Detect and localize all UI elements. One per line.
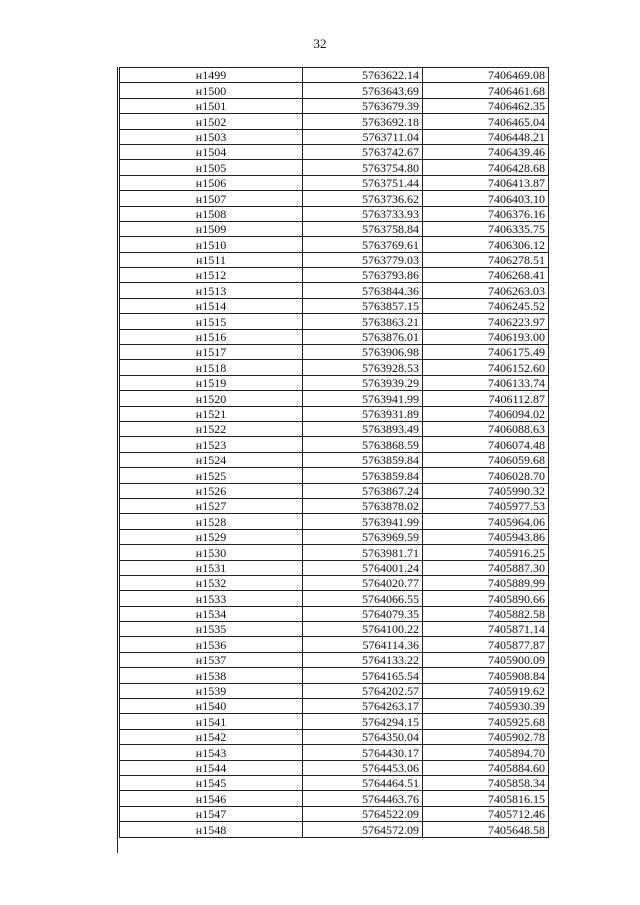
y-coordinate-cell: 7405902.78 [423, 729, 549, 744]
x-coordinate-cell: 5763931.89 [303, 406, 423, 421]
table-row [120, 760, 549, 775]
table-row [120, 175, 549, 190]
y-coordinate-cell: 7406268.41 [423, 268, 549, 283]
y-coordinate-cell: 7405889.99 [423, 575, 549, 590]
table-row [120, 329, 549, 344]
y-coordinate-cell: 7406465.04 [423, 114, 549, 129]
table-row [120, 668, 549, 683]
y-coordinate-cell: 7406439.46 [423, 144, 549, 159]
y-coordinate-cell: 7406306.12 [423, 237, 549, 252]
y-coordinate-cell: 7406469.08 [423, 68, 549, 83]
y-coordinate-cell: 7406376.16 [423, 206, 549, 221]
table-row [120, 437, 549, 452]
x-coordinate-cell: 5763736.62 [303, 191, 423, 206]
x-coordinate-cell: 5763622.14 [303, 68, 423, 83]
page-number: 32 [313, 36, 327, 51]
table-row [120, 545, 549, 560]
table-row [120, 129, 549, 144]
point-name-cell: н1532 [120, 575, 303, 590]
y-coordinate-cell: 7405894.70 [423, 745, 549, 760]
point-name-cell: н1539 [120, 683, 303, 698]
x-coordinate-cell: 5764020.77 [303, 575, 423, 590]
point-name-cell: н1534 [120, 606, 303, 621]
point-name-cell: н1526 [120, 483, 303, 498]
table-row [120, 806, 549, 821]
y-coordinate-cell: 7406448.21 [423, 129, 549, 144]
y-coordinate-cell: 7406074.48 [423, 437, 549, 452]
point-name-cell: н1512 [120, 268, 303, 283]
table-row [120, 268, 549, 283]
x-coordinate-cell: 5763868.59 [303, 437, 423, 452]
x-coordinate-cell: 5763981.71 [303, 545, 423, 560]
point-name-cell: н1499 [120, 68, 303, 83]
table-left-border [117, 67, 118, 853]
point-name-cell: н1501 [120, 98, 303, 113]
point-name-cell: н1518 [120, 360, 303, 375]
point-name-cell: н1548 [120, 822, 303, 837]
point-name-cell: н1510 [120, 237, 303, 252]
point-name-cell: н1523 [120, 437, 303, 452]
y-coordinate-cell: 7406175.49 [423, 345, 549, 360]
x-coordinate-cell: 5764001.24 [303, 560, 423, 575]
y-coordinate-cell: 7406112.87 [423, 391, 549, 406]
table-row [120, 683, 549, 698]
y-coordinate-cell: 7406335.75 [423, 221, 549, 236]
table-row [120, 83, 549, 98]
y-coordinate-cell: 7405712.46 [423, 806, 549, 821]
y-coordinate-cell: 7406088.63 [423, 421, 549, 436]
y-coordinate-cell: 7406133.74 [423, 375, 549, 390]
x-coordinate-cell: 5763711.04 [303, 129, 423, 144]
x-coordinate-cell: 5763939.29 [303, 375, 423, 390]
table-row [120, 514, 549, 529]
y-coordinate-cell: 7406094.02 [423, 406, 549, 421]
y-coordinate-cell: 7406059.68 [423, 452, 549, 467]
point-name-cell: н1545 [120, 775, 303, 790]
point-name-cell: н1535 [120, 622, 303, 637]
x-coordinate-cell: 5764202.57 [303, 683, 423, 698]
table-row [120, 375, 549, 390]
y-coordinate-cell: 7406462.35 [423, 98, 549, 113]
x-coordinate-cell: 5764100.22 [303, 622, 423, 637]
x-coordinate-cell: 5764114.36 [303, 637, 423, 652]
point-name-cell: н1542 [120, 729, 303, 744]
table-row [120, 391, 549, 406]
x-coordinate-cell: 5763643.69 [303, 83, 423, 98]
point-name-cell: н1508 [120, 206, 303, 221]
x-coordinate-cell: 5763928.53 [303, 360, 423, 375]
point-name-cell: н1524 [120, 452, 303, 467]
y-coordinate-cell: 7405919.62 [423, 683, 549, 698]
table-row [120, 468, 549, 483]
x-coordinate-cell: 5764066.55 [303, 591, 423, 606]
x-coordinate-cell: 5763876.01 [303, 329, 423, 344]
y-coordinate-cell: 7405871.14 [423, 622, 549, 637]
x-coordinate-cell: 5764463.76 [303, 791, 423, 806]
y-coordinate-cell: 7406461.68 [423, 83, 549, 98]
table-row [120, 652, 549, 667]
table-row [120, 745, 549, 760]
x-coordinate-cell: 5763679.39 [303, 98, 423, 113]
y-coordinate-cell: 7405816.15 [423, 791, 549, 806]
table-row [120, 714, 549, 729]
point-name-cell: н1502 [120, 114, 303, 129]
table-row [120, 699, 549, 714]
x-coordinate-cell: 5764079.35 [303, 606, 423, 621]
y-coordinate-cell: 7406428.68 [423, 160, 549, 175]
point-name-cell: н1515 [120, 314, 303, 329]
point-name-cell: н1543 [120, 745, 303, 760]
y-coordinate-cell: 7405884.60 [423, 760, 549, 775]
y-coordinate-cell: 7406403.10 [423, 191, 549, 206]
point-name-cell: н1520 [120, 391, 303, 406]
table-row [120, 560, 549, 575]
x-coordinate-cell: 5764464.51 [303, 775, 423, 790]
x-coordinate-cell: 5763859.84 [303, 452, 423, 467]
y-coordinate-cell: 7405900.09 [423, 652, 549, 667]
point-name-cell: н1546 [120, 791, 303, 806]
point-name-cell: н1529 [120, 529, 303, 544]
point-name-cell: н1507 [120, 191, 303, 206]
point-name-cell: н1521 [120, 406, 303, 421]
x-coordinate-cell: 5764263.17 [303, 699, 423, 714]
y-coordinate-cell: 7406278.51 [423, 252, 549, 267]
point-name-cell: н1536 [120, 637, 303, 652]
point-name-cell: н1531 [120, 560, 303, 575]
coordinates-table [119, 67, 549, 838]
y-coordinate-cell: 7406223.97 [423, 314, 549, 329]
y-coordinate-cell: 7406245.52 [423, 298, 549, 313]
x-coordinate-cell: 5763857.15 [303, 298, 423, 313]
point-name-cell: н1527 [120, 498, 303, 513]
table-row [120, 606, 549, 621]
table-row [120, 283, 549, 298]
table-row [120, 791, 549, 806]
table-row [120, 221, 549, 236]
table-row [120, 345, 549, 360]
point-name-cell: н1516 [120, 329, 303, 344]
table-row [120, 160, 549, 175]
x-coordinate-cell: 5763906.98 [303, 345, 423, 360]
point-name-cell: н1517 [120, 345, 303, 360]
y-coordinate-cell: 7405990.32 [423, 483, 549, 498]
x-coordinate-cell: 5763941.99 [303, 514, 423, 529]
x-coordinate-cell: 5763878.02 [303, 498, 423, 513]
table-row [120, 206, 549, 221]
table-row [120, 421, 549, 436]
table-row [120, 252, 549, 267]
x-coordinate-cell: 5763769.61 [303, 237, 423, 252]
y-coordinate-cell: 7405908.84 [423, 668, 549, 683]
y-coordinate-cell: 7405877.87 [423, 637, 549, 652]
x-coordinate-cell: 5763751.44 [303, 175, 423, 190]
point-name-cell: н1525 [120, 468, 303, 483]
point-name-cell: н1541 [120, 714, 303, 729]
point-name-cell: н1514 [120, 298, 303, 313]
point-name-cell: н1509 [120, 221, 303, 236]
y-coordinate-cell: 7406413.87 [423, 175, 549, 190]
y-coordinate-cell: 7405930.39 [423, 699, 549, 714]
table-row [120, 822, 549, 837]
point-name-cell: н1519 [120, 375, 303, 390]
x-coordinate-cell: 5764430.17 [303, 745, 423, 760]
y-coordinate-cell: 7406152.60 [423, 360, 549, 375]
point-name-cell: н1504 [120, 144, 303, 159]
x-coordinate-cell: 5763941.99 [303, 391, 423, 406]
y-coordinate-cell: 7405882.58 [423, 606, 549, 621]
y-coordinate-cell: 7406263.03 [423, 283, 549, 298]
y-coordinate-cell: 7405858.34 [423, 775, 549, 790]
table-row [120, 144, 549, 159]
point-name-cell: н1506 [120, 175, 303, 190]
x-coordinate-cell: 5763969.59 [303, 529, 423, 544]
table-row [120, 575, 549, 590]
x-coordinate-cell: 5764133.22 [303, 652, 423, 667]
x-coordinate-cell: 5763754.80 [303, 160, 423, 175]
y-coordinate-cell: 7405648.58 [423, 822, 549, 837]
point-name-cell: н1522 [120, 421, 303, 436]
y-coordinate-cell: 7405925.68 [423, 714, 549, 729]
y-coordinate-cell: 7406193.00 [423, 329, 549, 344]
table-row [120, 637, 549, 652]
x-coordinate-cell: 5763793.86 [303, 268, 423, 283]
point-name-cell: н1533 [120, 591, 303, 606]
table-row [120, 114, 549, 129]
x-coordinate-cell: 5764572.09 [303, 822, 423, 837]
point-name-cell: н1505 [120, 160, 303, 175]
table-row [120, 775, 549, 790]
point-name-cell: н1513 [120, 283, 303, 298]
x-coordinate-cell: 5764522.09 [303, 806, 423, 821]
table-row [120, 498, 549, 513]
table-row [120, 98, 549, 113]
table-row [120, 452, 549, 467]
y-coordinate-cell: 7405977.53 [423, 498, 549, 513]
point-name-cell: н1500 [120, 83, 303, 98]
table-row [120, 314, 549, 329]
x-coordinate-cell: 5763867.24 [303, 483, 423, 498]
point-name-cell: н1503 [120, 129, 303, 144]
point-name-cell: н1547 [120, 806, 303, 821]
table-row [120, 483, 549, 498]
table-row [120, 68, 549, 83]
x-coordinate-cell: 5763742.67 [303, 144, 423, 159]
table-row [120, 237, 549, 252]
x-coordinate-cell: 5763859.84 [303, 468, 423, 483]
x-coordinate-cell: 5763893.49 [303, 421, 423, 436]
x-coordinate-cell: 5763844.36 [303, 283, 423, 298]
x-coordinate-cell: 5763758.84 [303, 221, 423, 236]
table-row [120, 406, 549, 421]
x-coordinate-cell: 5764350.04 [303, 729, 423, 744]
coordinates-table-body [120, 68, 549, 838]
y-coordinate-cell: 7406028.70 [423, 468, 549, 483]
y-coordinate-cell: 7405890.66 [423, 591, 549, 606]
y-coordinate-cell: 7405964.06 [423, 514, 549, 529]
table-row [120, 622, 549, 637]
point-name-cell: н1544 [120, 760, 303, 775]
point-name-cell: н1530 [120, 545, 303, 560]
x-coordinate-cell: 5764294.15 [303, 714, 423, 729]
point-name-cell: н1540 [120, 699, 303, 714]
x-coordinate-cell: 5763733.93 [303, 206, 423, 221]
x-coordinate-cell: 5763692.18 [303, 114, 423, 129]
x-coordinate-cell: 5763863.21 [303, 314, 423, 329]
point-name-cell: н1528 [120, 514, 303, 529]
table-row [120, 729, 549, 744]
x-coordinate-cell: 5763779.03 [303, 252, 423, 267]
point-name-cell: н1511 [120, 252, 303, 267]
y-coordinate-cell: 7405887.30 [423, 560, 549, 575]
x-coordinate-cell: 5764453.06 [303, 760, 423, 775]
y-coordinate-cell: 7405916.25 [423, 545, 549, 560]
x-coordinate-cell: 5764165.54 [303, 668, 423, 683]
table-row [120, 360, 549, 375]
point-name-cell: н1538 [120, 668, 303, 683]
table-row [120, 591, 549, 606]
table-row [120, 298, 549, 313]
table-row [120, 191, 549, 206]
point-name-cell: н1537 [120, 652, 303, 667]
table-row [120, 529, 549, 544]
y-coordinate-cell: 7405943.86 [423, 529, 549, 544]
